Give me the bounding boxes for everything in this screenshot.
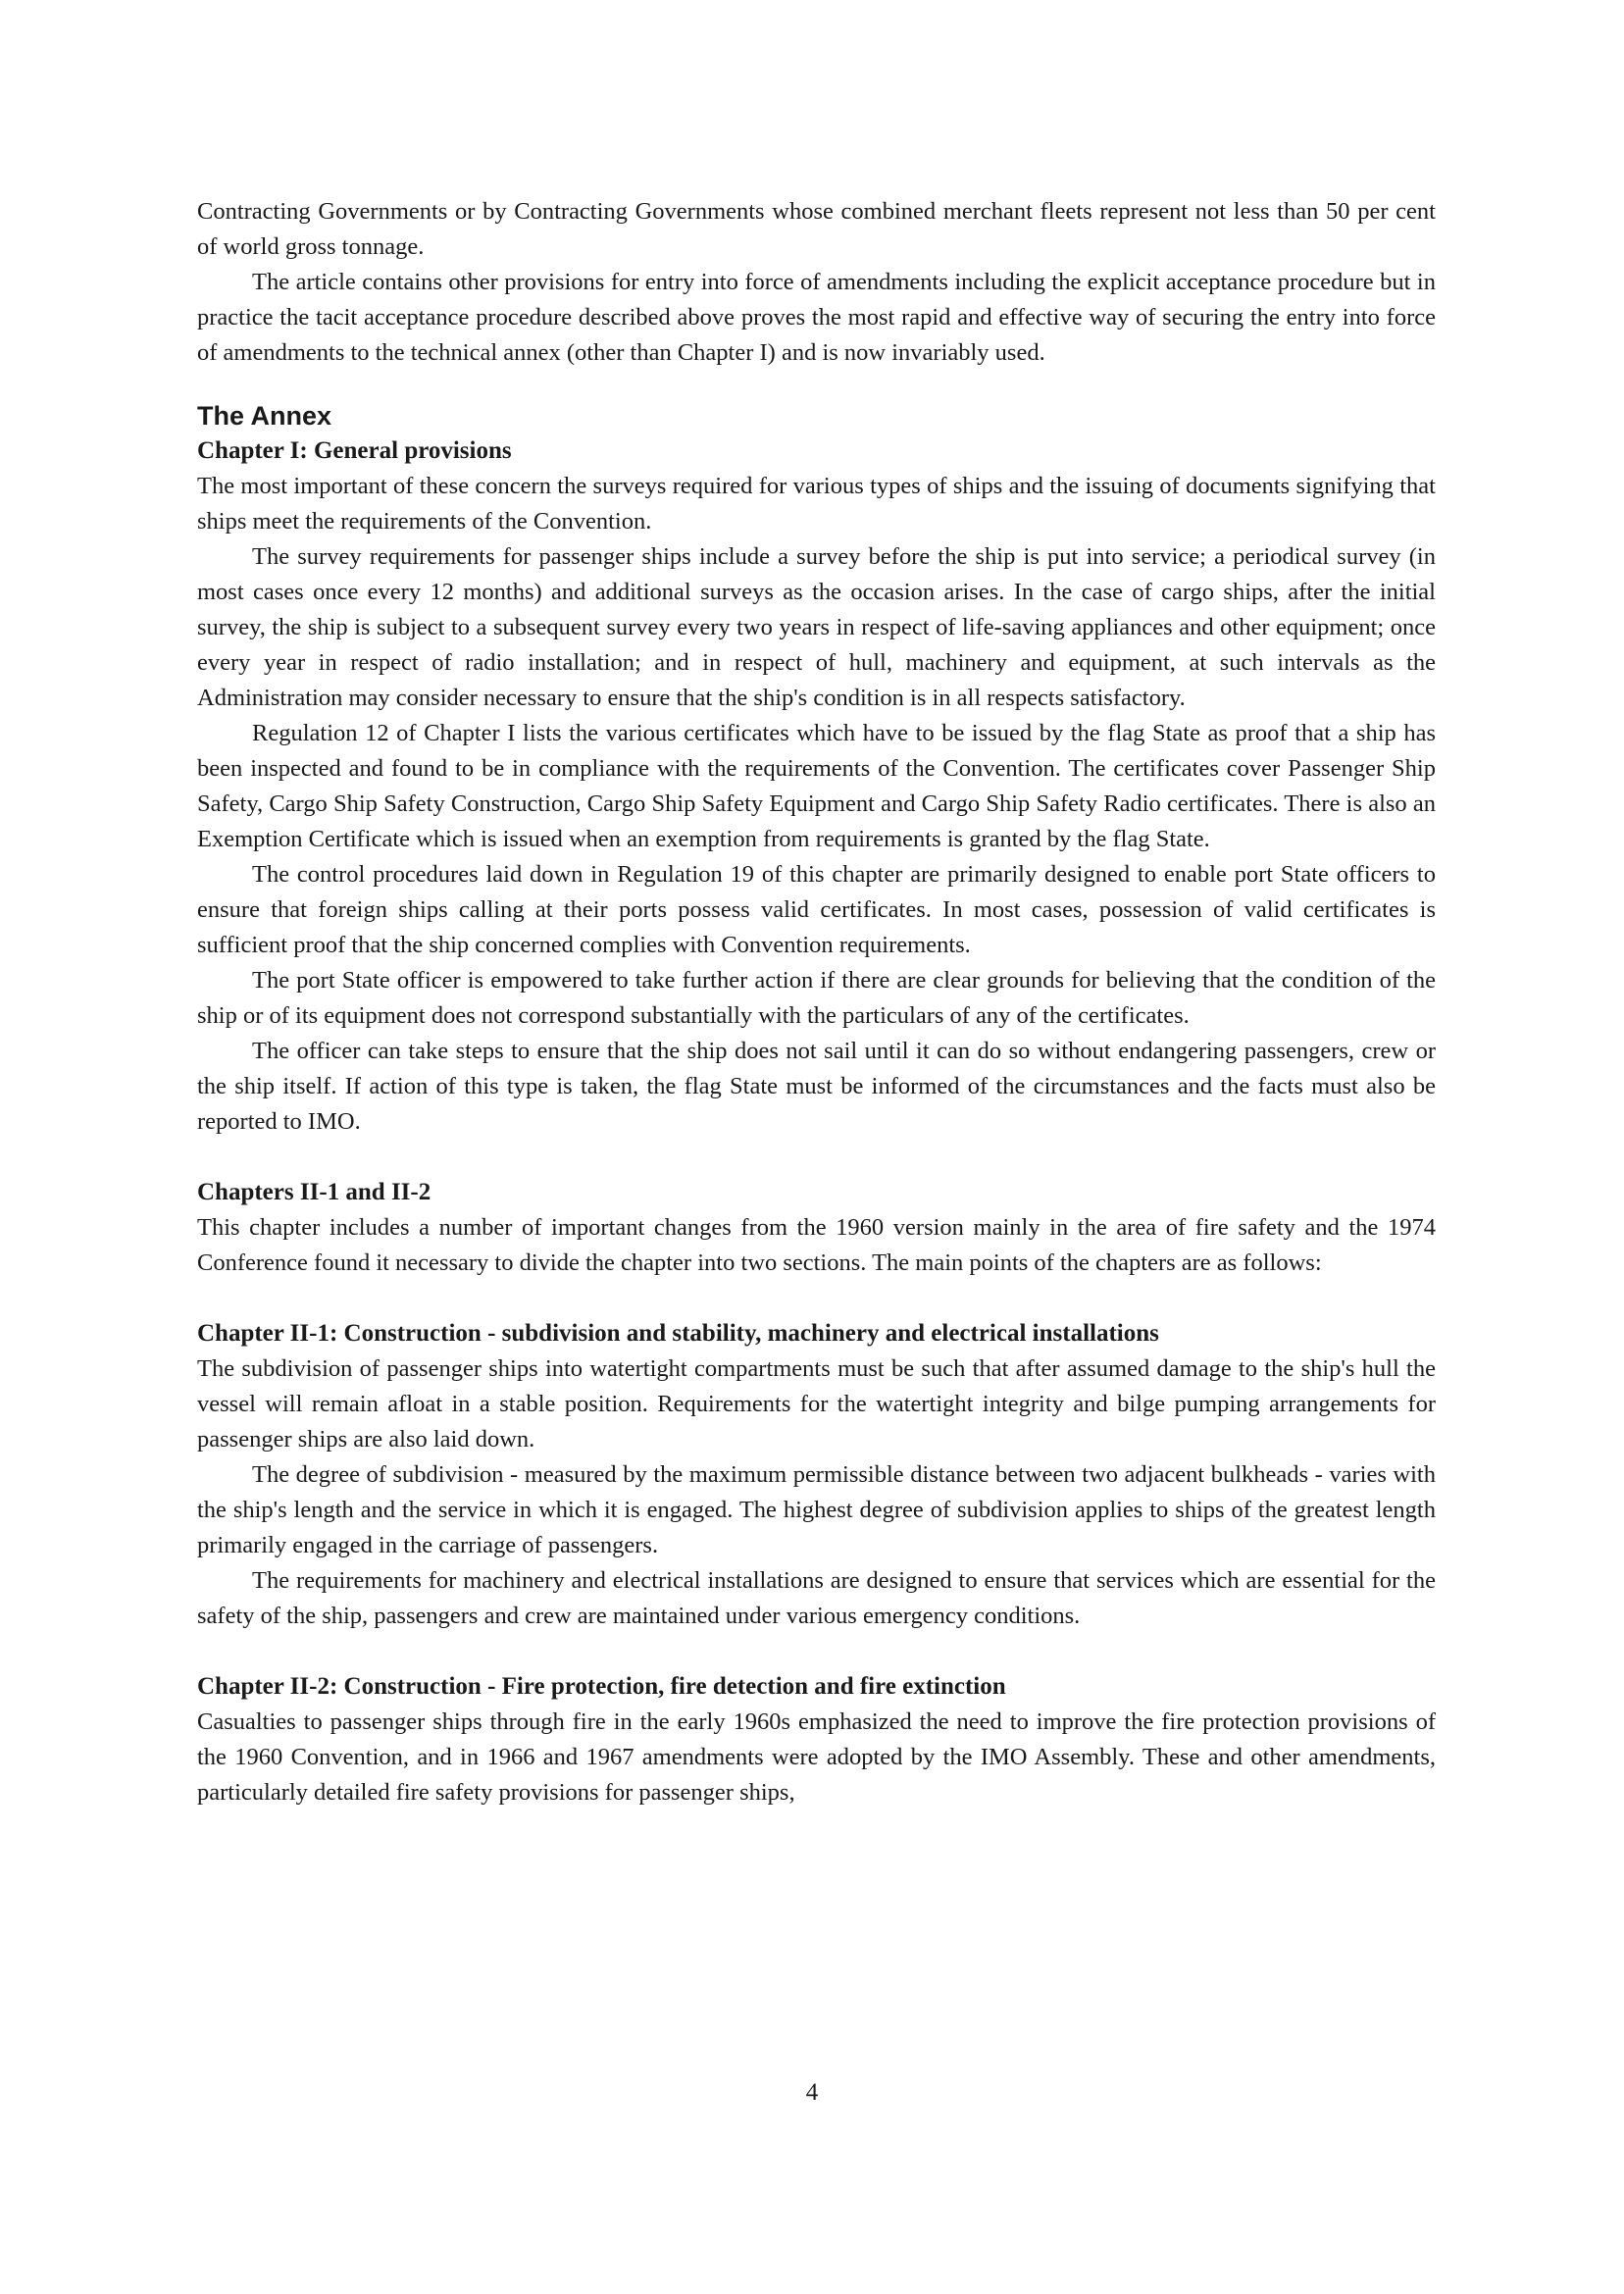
- intro-paragraph-1: Contracting Governments or by Contracting Governments whose combined merchant fleets represent not less than 50 per cent of world gross tonnage.: [197, 198, 1436, 260]
- page-number: 4: [805, 2079, 819, 2106]
- chapter-2-1-paragraph: The degree of subdivision - measured by the maximum permissible distance between two adjacent bulkheads - varies with the ship's length and the service in which it is engaged. The highest degree of subdivision applies to ships of the greatest length primarily engaged in the carriage of passengers.: [197, 1461, 1436, 1558]
- page-body: [197, 194, 1436, 1810]
- chapters-2-heading: Chapters II-1 and II-2: [197, 1179, 431, 1205]
- intro-paragraph-2: The article contains other provisions for entry into force of amendments including the explicit acceptance procedure but in practice the tacit acceptance procedure described above proves the most rapid and effective way of securing the entry into force of amendments to the technical annex (other than Chapter I) and is now invariably used.: [197, 269, 1436, 366]
- chapters-2-paragraph: This chapter includes a number of important changes from the 1960 version mainly in the area of fire safety and the 1974 Conference found it necessary to divide the chapter into two sections. The main points of the chapters are as follows:: [197, 1214, 1436, 1276]
- chapter-1-paragraph: The control procedures laid down in Regulation 19 of this chapter are primarily designed to enable port State officers to ensure that foreign ships calling at their ports possess valid certificates. In most cases, possession of valid certificates is sufficient proof that the ship concerned complies with Convention requirements.: [197, 861, 1436, 958]
- chapter-2-2-paragraph: Casualties to passenger ships through fire in the early 1960s emphasized the need to improve the fire protection provisions of the 1960 Convention, and in 1966 and 1967 amendments were adopted by the IMO Assembly. These and other amendments, particularly detailed fire safety provisions for passenger ships,: [197, 1708, 1436, 1806]
- chapter-1-paragraph: The officer can take steps to ensure that the ship does not sail until it can do so without endangering passengers, crew or the ship itself. If action of this type is taken, the flag State must be informed of the circumstances and the facts must also be reported to IMO.: [197, 1038, 1436, 1135]
- chapter-2-2-heading: Chapter II-2: Construction - Fire protection, fire detection and fire extinction: [197, 1673, 1006, 1700]
- chapter-2-1-paragraph: The requirements for machinery and electrical installations are designed to ensure that services which are essential for the safety of the ship, passengers and crew are maintained under various emergency conditions.: [197, 1567, 1436, 1629]
- chapter-1-paragraph: The most important of these concern the surveys required for various types of ships and the issuing of documents signifying that ships meet the requirements of the Convention.: [197, 473, 1436, 535]
- annex-heading: The Annex: [197, 401, 332, 431]
- chapter-2-1-heading: Chapter II-1: Construction - subdivision and stability, machinery and electrical installations: [197, 1320, 1159, 1347]
- chapter-1-heading: Chapter I: General provisions: [197, 437, 512, 464]
- chapter-1-paragraph: The survey requirements for passenger ships include a survey before the ship is put into service; a periodical survey (in most cases once every 12 months) and additional surveys as the occasion arises. In the case of cargo ships, after the initial survey, the ship is subject to a subsequent survey every two years in respect of life-saving appliances and other equipment; once every year in respect of radio installation; and in respect of hull, machinery and equipment, at such intervals as the Administration may consider necessary to ensure that the ship's condition is in all respects satisfactory.: [197, 543, 1436, 711]
- chapter-2-1-paragraph: The subdivision of passenger ships into watertight compartments must be such that after assumed damage to the ship's hull the vessel will remain afloat in a stable position. Requirements for the watertight integrity and bilge pumping arrangements for passenger ships are also laid down.: [197, 1355, 1436, 1453]
- chapter-1-paragraph: The port State officer is empowered to take further action if there are clear grounds for believing that the condition of the ship or of its equipment does not correspond substantially with the particulars of any of the certificates.: [197, 967, 1436, 1029]
- chapter-1-paragraph: Regulation 12 of Chapter I lists the various certificates which have to be issued by the flag State as proof that a ship has been inspected and found to be in compliance with the requirements of the Convention. The certificates cover Passenger Ship Safety, Cargo Ship Safety Construction, Cargo Ship Safety Equipment and Cargo Ship Safety Radio certificates. There is also an Exemption Certificate which is issued when an exemption from requirements is granted by the flag State.: [197, 720, 1436, 852]
